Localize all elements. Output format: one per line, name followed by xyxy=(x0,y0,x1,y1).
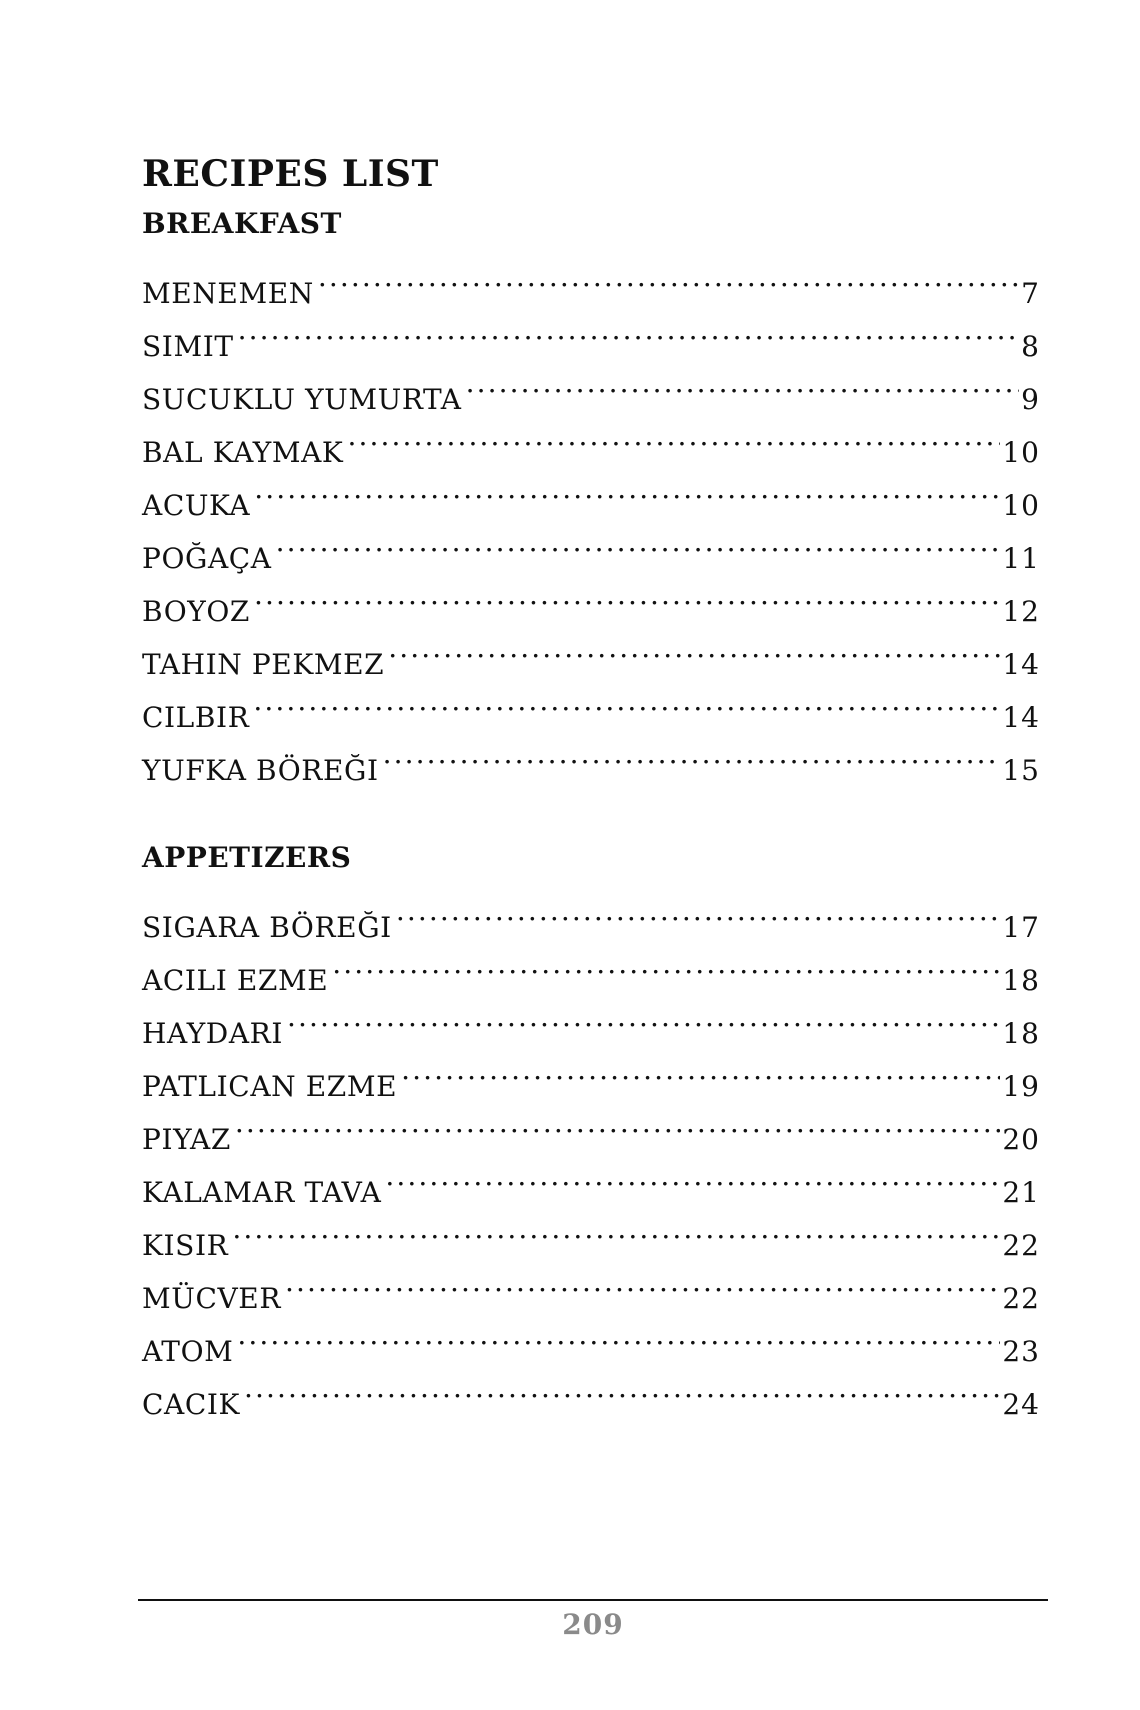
recipe-name: CILBIR xyxy=(142,701,250,734)
footer-divider xyxy=(138,1599,1048,1601)
dot-leader xyxy=(232,1202,1000,1255)
dot-leader xyxy=(401,1043,1000,1096)
dot-leader xyxy=(332,937,1000,990)
dot-leader xyxy=(238,303,1020,356)
recipe-name: SUCUKLU YUMURTA xyxy=(142,383,462,416)
recipe-page-number: 17 xyxy=(1002,911,1040,944)
dot-leader xyxy=(383,727,1001,780)
dot-leader xyxy=(254,568,1000,621)
recipe-page-number: 10 xyxy=(1002,436,1040,469)
recipe-page-number: 19 xyxy=(1002,1070,1040,1103)
dot-leader xyxy=(253,674,1000,727)
recipe-page-number: 10 xyxy=(1002,489,1040,522)
dot-leader xyxy=(318,250,1019,303)
toc-entry xyxy=(142,303,1040,363)
recipe-name: KISIR xyxy=(142,1229,229,1262)
dot-leader xyxy=(237,1308,1000,1361)
recipe-page-number: 22 xyxy=(1002,1282,1040,1315)
section-appetizers xyxy=(142,838,1040,1421)
toc-entry xyxy=(142,1308,1040,1368)
recipe-name: TAHIN PEKMEZ xyxy=(142,648,385,681)
recipe-name: BOYOZ xyxy=(142,595,250,628)
recipe-name: KALAMAR TAVA xyxy=(142,1176,382,1209)
toc-entry xyxy=(142,727,1040,787)
section-heading-breakfast: BREAKFAST xyxy=(142,207,342,240)
toc-entry xyxy=(142,1255,1040,1315)
recipe-list-appetizers xyxy=(142,884,1040,1421)
page-title: RECIPES LIST xyxy=(142,153,439,195)
recipe-page-number: 11 xyxy=(1002,542,1040,575)
recipe-page-number: 7 xyxy=(1021,277,1040,310)
toc-entry xyxy=(142,674,1040,734)
recipe-name: SIGARA BÖREĞI xyxy=(142,911,392,944)
recipe-page-number: 18 xyxy=(1002,964,1040,997)
recipe-page-number: 18 xyxy=(1002,1017,1040,1050)
toc-entry xyxy=(142,1202,1040,1262)
toc-entry xyxy=(142,568,1040,628)
recipe-name: CACIK xyxy=(142,1388,241,1421)
recipe-page-number: 14 xyxy=(1002,701,1040,734)
dot-leader xyxy=(466,356,1020,409)
dot-leader xyxy=(235,1096,1000,1149)
recipe-page-number: 24 xyxy=(1002,1388,1040,1421)
recipe-name: SIMIT xyxy=(142,330,234,363)
recipe-name: MÜCVER xyxy=(142,1282,282,1315)
dot-leader xyxy=(347,409,1000,462)
recipe-name: YUFKA BÖREĞI xyxy=(142,754,379,787)
recipe-name: MENEMEN xyxy=(142,277,314,310)
toc-entry xyxy=(142,250,1040,310)
recipe-page-number: 21 xyxy=(1002,1176,1040,1209)
toc-entry xyxy=(142,356,1040,416)
toc-entry xyxy=(142,1096,1040,1156)
dot-leader xyxy=(396,884,1001,937)
recipe-page-number: 20 xyxy=(1002,1123,1040,1156)
toc-entry xyxy=(142,1361,1040,1421)
section-heading-appetizers: APPETIZERS xyxy=(142,841,352,874)
toc-entry xyxy=(142,462,1040,522)
recipe-name: ACILI EZME xyxy=(142,964,329,997)
recipe-page-number: 12 xyxy=(1002,595,1040,628)
toc-entry xyxy=(142,1149,1040,1209)
toc-entry xyxy=(142,884,1040,944)
dot-leader xyxy=(244,1361,1000,1414)
toc-entry xyxy=(142,515,1040,575)
recipe-name: PATLICAN EZME xyxy=(142,1070,398,1103)
dot-leader xyxy=(388,621,1000,674)
dot-leader xyxy=(385,1149,1000,1202)
section-breakfast xyxy=(142,204,1040,787)
page-number: 209 xyxy=(562,1608,624,1641)
recipe-page-number: 8 xyxy=(1021,330,1040,363)
recipe-page-number: 9 xyxy=(1021,383,1040,416)
recipe-name: HAYDARI xyxy=(142,1017,284,1050)
recipe-page-number: 23 xyxy=(1002,1335,1040,1368)
recipe-page-number: 14 xyxy=(1002,648,1040,681)
recipe-page-number: 22 xyxy=(1002,1229,1040,1262)
dot-leader xyxy=(285,1255,1000,1308)
toc-entry xyxy=(142,621,1040,681)
dot-leader xyxy=(254,462,1000,515)
recipe-name: PIYAZ xyxy=(142,1123,231,1156)
table-of-contents xyxy=(142,150,1040,1421)
dot-leader xyxy=(276,515,1001,568)
dot-leader xyxy=(287,990,1000,1043)
recipe-name: ACUKA xyxy=(142,489,251,522)
recipe-page-number: 15 xyxy=(1002,754,1040,787)
recipe-list-breakfast xyxy=(142,250,1040,787)
recipe-name: ATOM xyxy=(142,1335,234,1368)
recipe-name: BAL KAYMAK xyxy=(142,436,344,469)
recipe-name: POĞAÇA xyxy=(142,542,272,575)
